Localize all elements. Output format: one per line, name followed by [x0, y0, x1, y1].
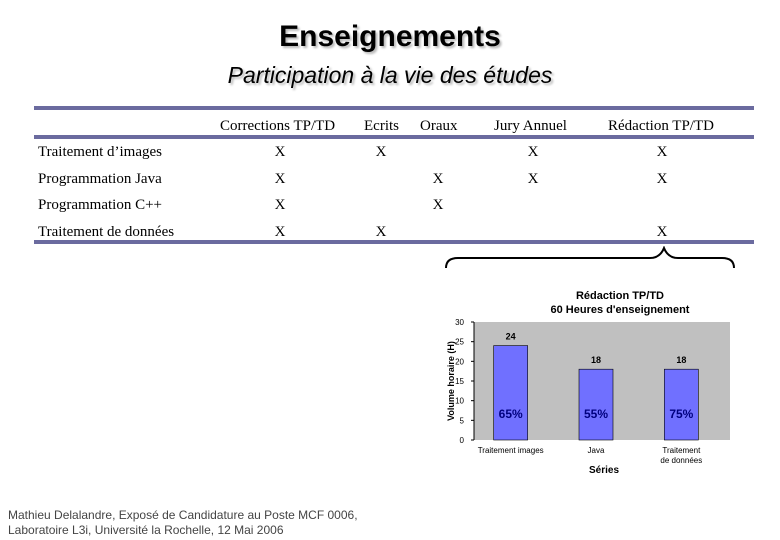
table-cell-mark: X: [274, 144, 286, 160]
y-tick-label: 0: [459, 436, 464, 445]
row-label-traitement-images: Traitement d’images: [38, 144, 163, 160]
table-cell-mark: X: [274, 197, 286, 213]
row-label-programmation-java: Programmation Java: [38, 171, 162, 187]
bar: [494, 346, 528, 440]
chart-subtitle: 60 Heures d'enseignement: [550, 304, 690, 316]
chart-title: Rédaction TP/TD: [575, 290, 665, 302]
footer: [8, 508, 358, 538]
y-tick-label: 5: [459, 416, 464, 426]
bar: [579, 369, 613, 440]
y-axis-label: Volume horaire (H): [446, 341, 456, 421]
y-tick-label: 15: [455, 377, 464, 386]
table-cell-mark: X: [527, 171, 539, 187]
table-top-rule: [34, 106, 754, 110]
y-tick-label: 10: [455, 396, 464, 406]
table-cell-mark: X: [274, 171, 286, 187]
y-axis-ticks: [455, 318, 474, 445]
table-cell-mark: X: [375, 144, 387, 160]
x-category-label: Java: [587, 446, 605, 455]
redaction-bar-chart: [440, 284, 750, 484]
table-cell-mark: X: [527, 144, 539, 160]
footer-line-2: Laboratoire L3i, Université la Rochelle, 12 Mai 2006: [8, 523, 284, 537]
table-bottom-rule: [34, 240, 754, 244]
bar-value-label: 18: [676, 355, 687, 366]
table-cell-mark: X: [656, 224, 668, 240]
bar-value-label: 24: [505, 331, 516, 342]
bar-percent-label: 65%: [498, 407, 523, 421]
x-category-label: Traitement: [662, 446, 701, 455]
row-label-programmation-cpp: Programmation C++: [38, 197, 162, 213]
header-ecrits: Ecrits: [364, 118, 399, 134]
bar: [664, 369, 698, 440]
y-tick-label: 20: [455, 357, 464, 367]
table-cell-mark: X: [656, 144, 668, 160]
x-axis-label: Séries: [588, 465, 620, 476]
table-header-rule: [34, 135, 754, 139]
slide-title: Enseignements: [279, 20, 501, 53]
table-cell-mark: X: [375, 224, 387, 240]
bar-percent-label: 55%: [583, 407, 609, 421]
header-oraux: Oraux: [420, 118, 458, 134]
header-corrections: Corrections TP/TD: [220, 118, 336, 134]
bar-percent-label: 75%: [669, 407, 694, 421]
footer-line-1: Mathieu Delalandre, Exposé de Candidature au Poste MCF 0006,: [8, 508, 358, 522]
y-tick-label: 30: [455, 318, 464, 327]
header-jury: Jury Annuel: [494, 118, 567, 134]
curly-brace-icon: [444, 246, 736, 270]
header-redaction: Rédaction TP/TD: [608, 118, 714, 134]
table-cell-mark: X: [432, 197, 444, 213]
table-cell-mark: X: [656, 171, 668, 187]
x-category-label: Traitement images: [477, 446, 544, 455]
y-tick-label: 25: [455, 337, 464, 347]
slide-subtitle: Participation à la vie des études: [227, 62, 553, 88]
table-cell-mark: X: [274, 224, 286, 240]
table-cell-mark: X: [432, 171, 444, 187]
bar-value-label: 18: [590, 355, 602, 366]
x-category-label: de données: [660, 456, 703, 465]
row-label-traitement-donnees: Traitement de données: [38, 224, 175, 240]
